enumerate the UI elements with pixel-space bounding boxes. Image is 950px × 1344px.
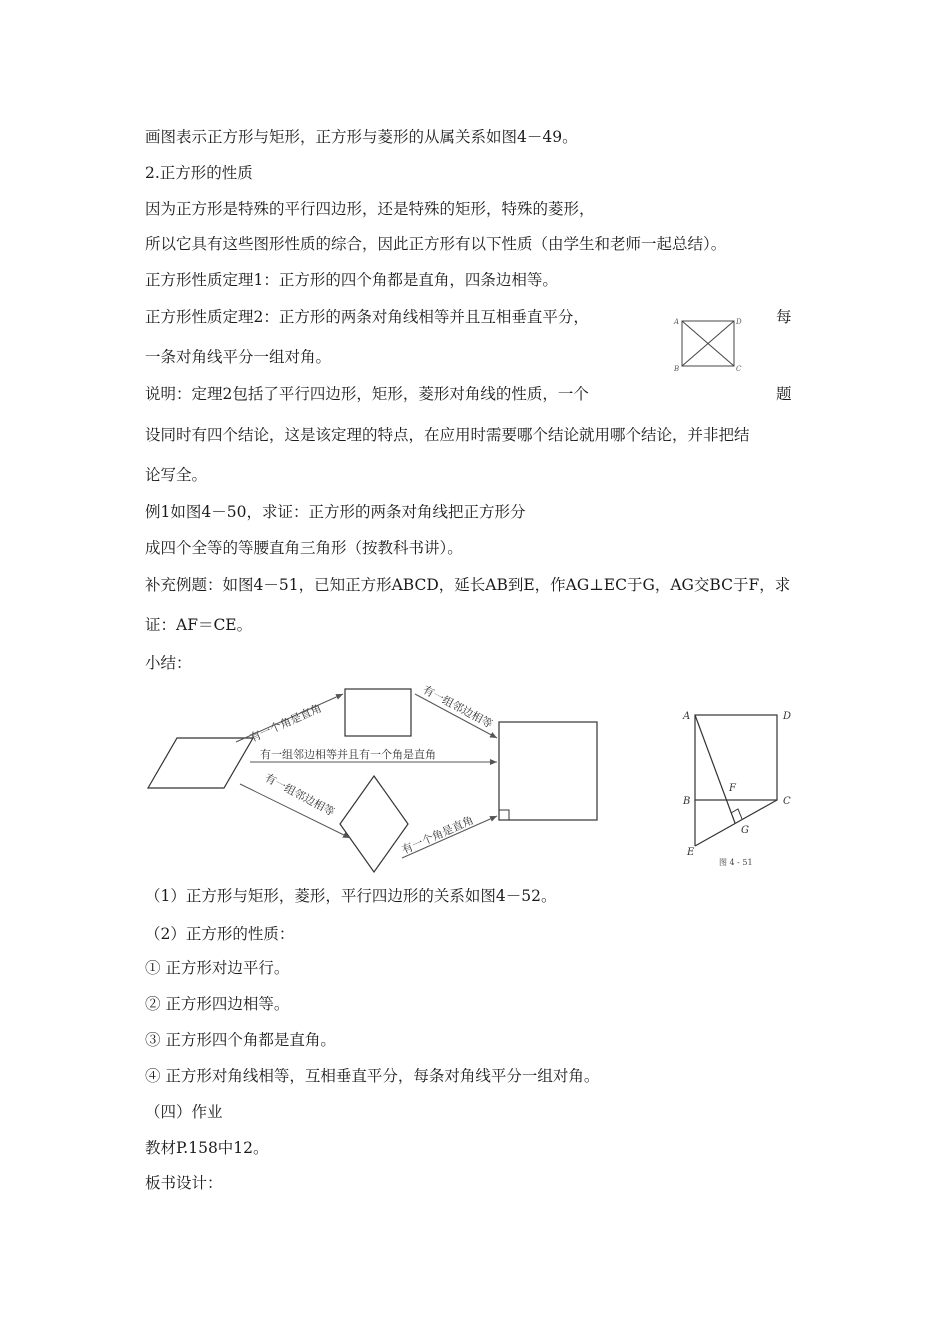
arrow-label-top-right: 有一组邻边相等 (420, 683, 495, 731)
text-line-6: 正方形性质定理2：正方形的两条对角线相等并且互相垂直平分， (145, 308, 589, 326)
text-line-15: 小结： (145, 654, 192, 672)
text-line-24: 板书设计： (145, 1174, 223, 1192)
figure-4-51 (675, 703, 810, 873)
text-line-8-right: 题 (776, 385, 792, 403)
arrow-label-bottom-right: 有一个角是直角 (399, 813, 476, 857)
text-line-8: 说明：定理2包括了平行四边形，矩形，菱形对角线的性质，一个 (145, 385, 589, 403)
text-line-20: ③ 正方形四个角都是直角。 (145, 1031, 336, 1049)
text-line-21: ④ 正方形对角线相等，互相垂直平分，每条对角线平分一组对角。 (145, 1067, 600, 1085)
text-line-22: （四）作业 (145, 1103, 223, 1121)
rectangle-shape (345, 689, 411, 736)
point-a-label: A (683, 711, 691, 722)
point-f-label: F (729, 783, 736, 794)
square-diagonals-figure (670, 312, 750, 374)
text-line-14: 证：AF＝CE。 (145, 616, 253, 634)
label-d: D (736, 318, 742, 326)
arrow-label-top: 有一个角是直角 (247, 701, 324, 745)
arrow-label-middle: 有一组邻边相等并且有一个角是直角 (260, 748, 436, 761)
text-line-5: 正方形性质定理1：正方形的四个角都是直角，四条边相等。 (145, 271, 558, 289)
text-line-1: 画图表示正方形与矩形，正方形与菱形的从属关系如图4－49。 (145, 128, 578, 146)
label-c: C (736, 365, 742, 373)
label-b: B (674, 365, 680, 373)
point-d-label: D (783, 711, 792, 722)
text-line-7: 一条对角线平分一组对角。 (145, 348, 332, 366)
text-line-17: （2）正方形的性质： (145, 925, 295, 943)
text-line-11: 例1如图4－50，求证：正方形的两条对角线把正方形分 (145, 503, 526, 521)
quadrilateral-relation-diagram (140, 680, 610, 880)
text-line-16: （1）正方形与矩形，菱形，平行四边形的关系如图4－52。 (145, 887, 557, 905)
rhombus-shape (340, 776, 408, 872)
square-shape (499, 722, 597, 820)
text-line-4: 所以它具有这些图形性质的综合，因此正方形有以下性质（由学生和老师一起总结）。 (145, 235, 727, 253)
text-line-18: ① 正方形对边平行。 (145, 959, 290, 977)
text-line-13: 补充例题：如图4－51，已知正方形ABCD，延长AB到E，作AG⊥EC于G，AG交BC于F，求 (145, 576, 791, 594)
point-g-label: G (741, 825, 749, 836)
text-line-3: 因为正方形是特殊的平行四边形，还是特殊的矩形，特殊的菱形， (145, 200, 595, 218)
parallelogram-shape (148, 738, 253, 788)
text-line-23: 教材P.158中12。 (145, 1139, 269, 1157)
arrow-label-bottom-left: 有一组邻边相等 (262, 771, 337, 819)
text-line-12: 成四个全等的等腰直角三角形（按教科书讲）。 (145, 539, 463, 557)
label-a: A (674, 318, 680, 326)
point-c-label: C (783, 796, 791, 807)
figure-caption: 图 4 - 51 (719, 858, 753, 867)
text-line-19: ② 正方形四边相等。 (145, 995, 290, 1013)
point-e-label: E (687, 847, 695, 858)
text-line-10: 论写全。 (145, 466, 208, 484)
text-line-6-right: 每 (776, 308, 792, 326)
text-line-2: 2.正方形的性质 (145, 164, 253, 182)
right-angle-mark (499, 810, 509, 820)
point-b-label: B (683, 796, 691, 807)
text-line-9: 设同时有四个结论，这是该定理的特点，在应用时需要哪个结论就用哪个结论，并非把结 (145, 426, 750, 444)
